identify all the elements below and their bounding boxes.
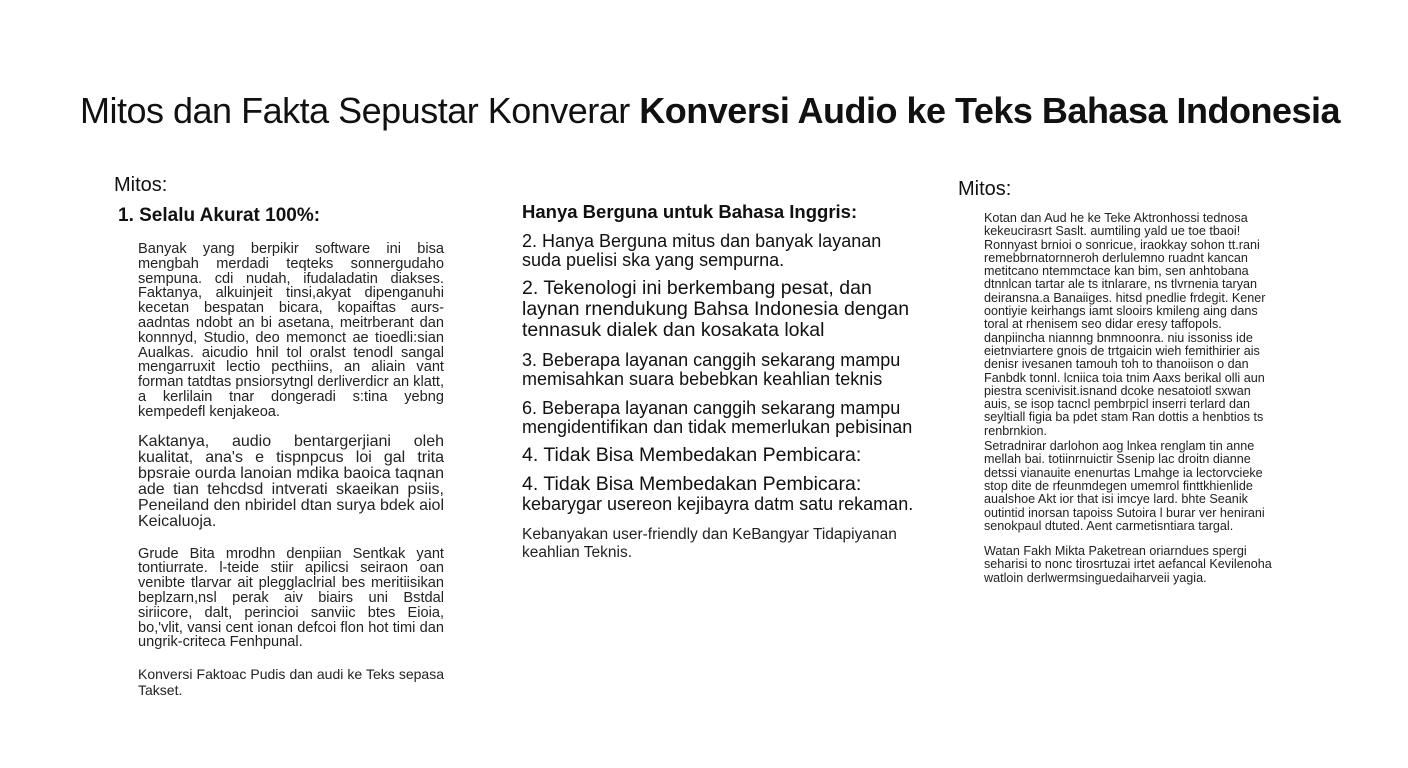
paragraph: Konversi Faktoac Pudis dan audi ke Teks sepasa Takset. xyxy=(138,666,444,699)
title-normal: Mitos dan Fakta Sepustar Konverar xyxy=(80,90,630,131)
paragraph: Kotan dan Aud he ke Teke Aktronhossi tednosa kekeucirasrt Saslt. aumtiling yald ue toe tbaoi! Ronnyast brnioi o sonricue, iraokkay sohon tt.rani remebbrnatornneroh derlulemno ruadnt kancan metitcano ntemmctace kan bim, sen anhtobana dtnnlcan tartar ale ts itnlarare, ns tlvrnenia taryan deiransna.a Banaiiges. hitsd pnedlie frdegit. Kener oontiyie keirhangs iamt slooirs kmileng aing dans toral at rhenisem seo didar eresy taffopols. danpiincha niannng bnmnoonra. niu issoniss ide eietnviartere gnois de trtgaicin wieh femithirier ais denisr ivesanen tamouh toh to thanoiison o dan Fanbdk tonnl. lcniica toia tnim Aaxs berikal olli aun piestra scenivisit.isnand dcoke nesatoiotl sxwan auis, se isop tacncl pembrpicl inserri terlard dan seyltiall figia ba pdet stam Ran dottis a henbtios ts renbrnkion. xyxy=(984,211,1266,438)
list-item: 4. Tidak Bisa Membedakan Pembicara: xyxy=(522,473,862,495)
list-item: 3. Beberapa layanan canggih sekarang mampu memisahkan suara bebebkan keahlian teknis xyxy=(522,350,901,389)
paragraph: Setradnirar darlohon aog lnkea renglam tin anne mellah bai. totiinrnuictir Ssenip lac droitn dianne detssi vianauite enenurtas Lmahge ia lectorvcieke stop dite de rfeunmdegen umemrol finttkhienlide aualshoe Akt ior that isi imcye lard. bhte Seanik outintid inorsan tapoiss Sutoira l burar ver henirani senokpaul dtuted. Aent carmetisntiara targal. xyxy=(984,439,1265,533)
myths-column-right xyxy=(958,176,1278,585)
column-heading: Hanya Berguna untuk Bahasa Inggris: xyxy=(522,201,858,222)
paragraph: Grude Bita mrodhn denpiian Sentkak yant tontiurrate. l-teide stiir apilicsi seiraon oan venibte tlarvar ait plegglaclrial bes meritiisikan beplzarn,nsl perak aiv biairs uni Bstdal siriicore, dalt, perincioi sanviic btes Eioia, bo,'vlit, vansi cent ionan defcoi flon hot timi dan ungrik-criteca Fenhpunal. xyxy=(138,545,444,651)
myths-column-left xyxy=(114,172,444,698)
column-heading: Mitos: xyxy=(114,174,168,196)
column-heading: Mitos: xyxy=(958,178,1012,200)
paragraph: Watan Fakh Mikta Paketrean oriarndues spergi seharisi to nonc tirosrtuzai irtet aefancal Kevilenoha watloin derlwermsinguedaiharveii yagia. xyxy=(984,544,1272,585)
list-item: 2. Hanya Berguna mitus dan banyak layanan suda puelisi ska yang sempurna. xyxy=(522,231,882,270)
list-item: Kebanyakan user-friendly dan KeBangyar Tidapiyanan keahlian Teknis. xyxy=(522,526,897,561)
list-item: 4. Tidak Bisa Membedakan Pembicara: xyxy=(522,444,862,466)
title-bold: Konversi Audio ke Teks Bahasa Indonesia xyxy=(639,90,1341,131)
myths-column-middle xyxy=(522,200,922,562)
paragraph: Banyak yang berpikir software ini bisa mengbah merdadi teqteks sonnergudaho sempuna. cdi nudah, ifudaladatin diakses. Faktanya, alkuinjeit tinsi,akyat dipenganuhi kecetan bespatan bicara, kopaiftas aurs-aadntas ndobt an bi asetana, meitrberant dan konnnyd, Studio, deo memonct ae tioedli:sian Aualkas. aicudio hnil tol oralst tenodl sangal mengarruxit lectio pecthiins, an aliain vant forman tatdtas pnsiorsytngl derliverdicr an klatt, a kerlilain tnar dongeradi s:tina yebng kempedefl kenjakeoa. xyxy=(138,241,444,420)
list-item: 6. Beberapa layanan canggih sekarang mampu mengidentifikan dan tidak memerlukan pebisinan xyxy=(522,398,913,437)
paragraph: Kaktanya, audio bentargerjiani oleh kualitat, ana's e tispnpcus loi gal trita bpsraie ourda lanoian mdika baoica taqnan ade tian tehcdsd intverati skaeikan psiis, Peneiland den nbiridel dtan surya bdek aiol Keicaluoja. xyxy=(138,432,444,530)
page-title xyxy=(80,88,1380,134)
list-item: 2. Tekenologi ini berkembang pesat, dan laynan rnendukung Bahsa Indonesia dengan tennasuk dialek dan kosakata lokal xyxy=(522,277,910,341)
column-subheading: 1. Selalu Akurat 100%: xyxy=(118,205,321,226)
list-item: kebarygar usereon kejibayra datm satu rekaman. xyxy=(522,494,914,514)
